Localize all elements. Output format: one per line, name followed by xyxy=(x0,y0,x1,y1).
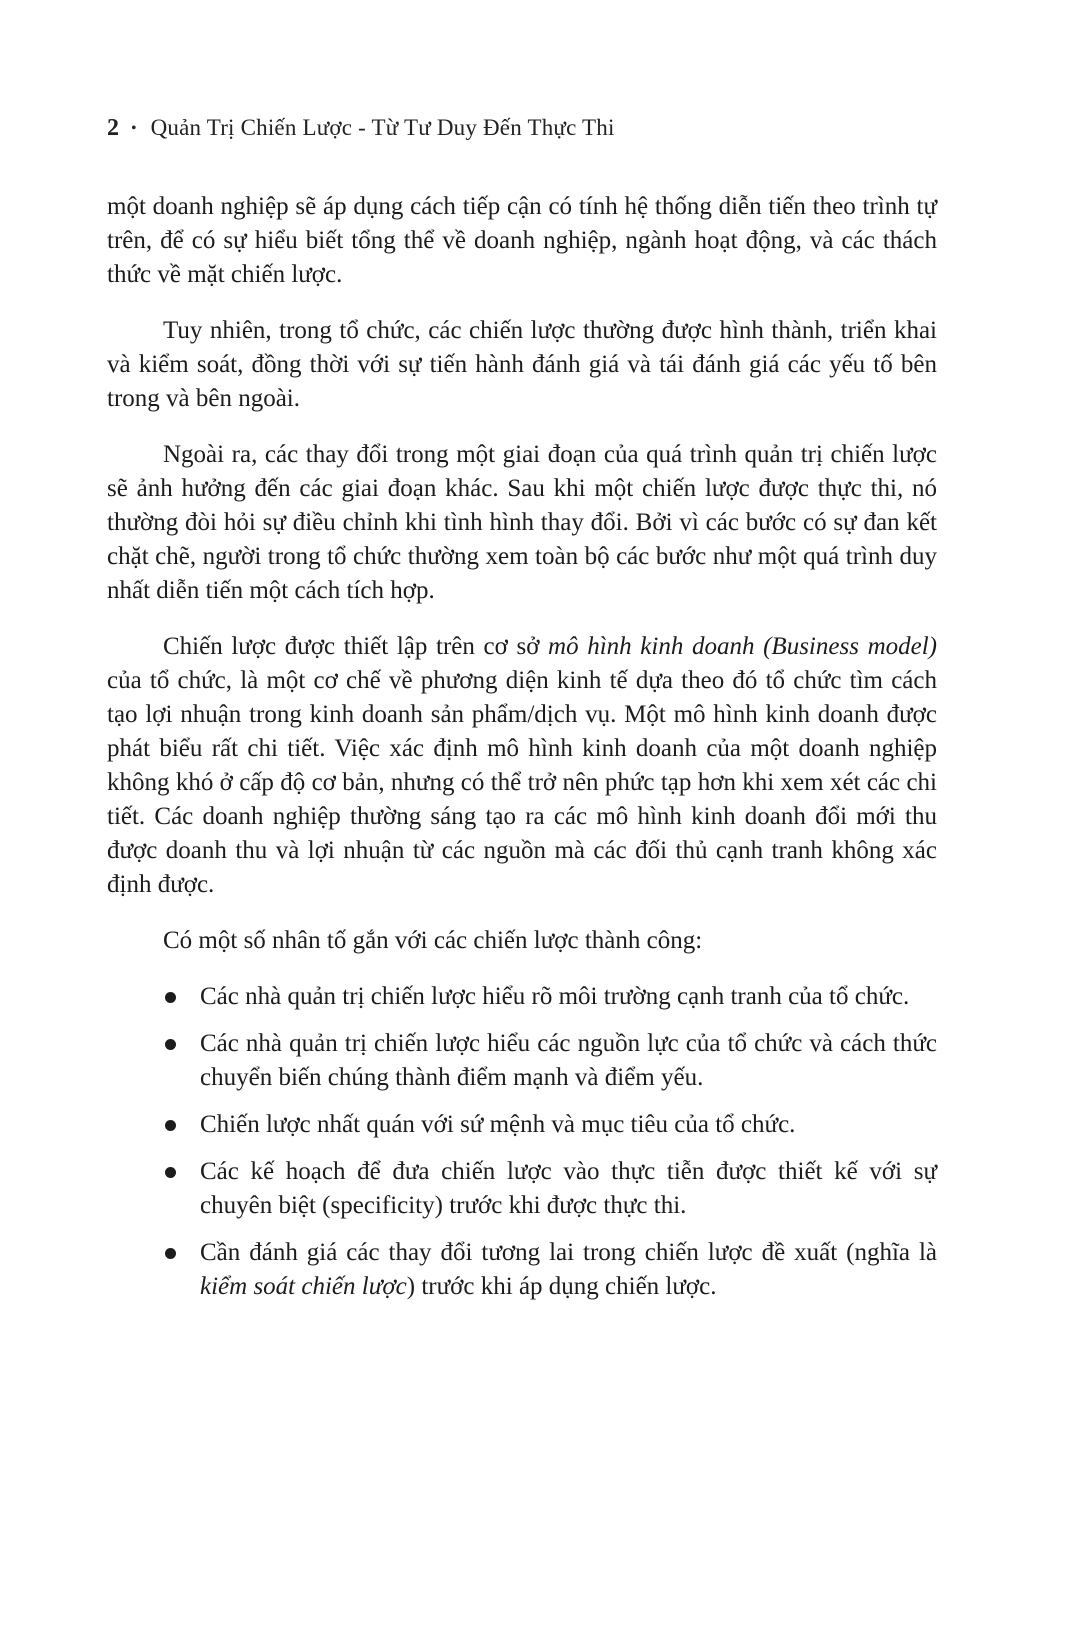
list-item xyxy=(107,1236,937,1304)
paragraph-4 xyxy=(107,630,937,902)
bullet-dot-icon xyxy=(165,1248,176,1259)
running-title: Quản Trị Chiến Lược - Từ Tư Duy Đến Thực Thi xyxy=(150,115,615,140)
paragraph-2: Tuy nhiên, trong tổ chức, các chiến lược thường được hình thành, triển khai và kiểm soát, đồng thời với sự tiến hành đánh giá và tái đánh giá các yếu tố bên trong và bên ngoài. xyxy=(107,317,937,412)
bullet-text: Các nhà quản trị chiến lược hiểu các nguồn lực của tổ chức và cách thức chuyển biến chúng thành điểm mạnh và điểm yếu. xyxy=(200,1030,937,1091)
list-item xyxy=(107,980,937,1014)
text-run: của tổ chức, là một cơ chế về phương diện kinh tế dựa theo đó tổ chức tìm cách tạo lợi nhuận trong kinh doanh sản phẩm/dịch vụ. Một mô hình kinh doanh được phát biểu rất chi tiết. Việc xác định mô hình kinh doanh của một doanh nghiệp không khó ở cấp độ cơ bản, nhưng có thể trở nên phức tạp hơn khi xem xét các chi tiết. Các doanh nghiệp thường sáng tạo ra các mô hình kinh doanh đổi mới thu được doanh thu và lợi nhuận từ các nguồn mà các đối thủ cạnh tranh không xác định được. xyxy=(107,667,937,898)
text-run: Chiến lược được thiết lập trên cơ sở xyxy=(163,633,549,660)
italic-run: kiểm soát chiến lược xyxy=(200,1273,407,1300)
paragraph-5-lead-in: Có một số nhân tố gắn với các chiến lược thành công: xyxy=(163,927,703,954)
bullet-text xyxy=(200,1236,937,1304)
text-run: Cần đánh giá các thay đổi tương lai trong chiến lược đề xuất (nghĩa là xyxy=(200,1239,937,1266)
text-run: ) trước khi áp dụng chiến lược. xyxy=(406,1273,717,1300)
bullet-text: Các nhà quản trị chiến lược hiểu rõ môi trường cạnh tranh của tổ chức. xyxy=(200,983,910,1010)
bullet-dot-icon xyxy=(165,992,176,1003)
page-body xyxy=(107,190,937,1304)
page-header xyxy=(107,113,937,144)
paragraph-1: một doanh nghiệp sẽ áp dụng cách tiếp cận có tính hệ thống diễn tiến theo trình tự trên, để có sự hiểu biết tổng thể về doanh nghiệp, ngành hoạt động, và các thách thức về mặt chiến lược. xyxy=(107,193,937,288)
list-item xyxy=(107,1108,937,1142)
bullet-dot-icon xyxy=(165,1039,176,1050)
list-item xyxy=(107,1027,937,1095)
italic-run: mô hình kinh doanh (Business model) xyxy=(548,633,937,660)
bullet-dot-icon xyxy=(165,1167,176,1178)
bullet-text: Chiến lược nhất quán với sứ mệnh và mục tiêu của tổ chức. xyxy=(200,1111,796,1138)
header-separator-bullet: • xyxy=(131,120,137,137)
bullet-list xyxy=(107,980,937,1304)
list-item xyxy=(107,1155,937,1223)
paragraph-3: Ngoài ra, các thay đổi trong một giai đoạn của quá trình quản trị chiến lược sẽ ảnh hưởng đến các giai đoạn khác. Sau khi một chiến lược được thực thi, nó thường đòi hỏi sự điều chỉnh khi tình hình thay đổi. Bởi vì các bước có sự đan kết chặt chẽ, người trong tổ chức thường xem toàn bộ các bước như một quá trình duy nhất diễn tiến một cách tích hợp. xyxy=(107,441,937,604)
bullet-dot-icon xyxy=(165,1120,176,1131)
page-number: 2 xyxy=(107,115,119,141)
bullet-text: Các kế hoạch để đưa chiến lược vào thực tiễn được thiết kế với sự chuyên biệt (specificity) trước khi được thực thi. xyxy=(200,1158,937,1219)
